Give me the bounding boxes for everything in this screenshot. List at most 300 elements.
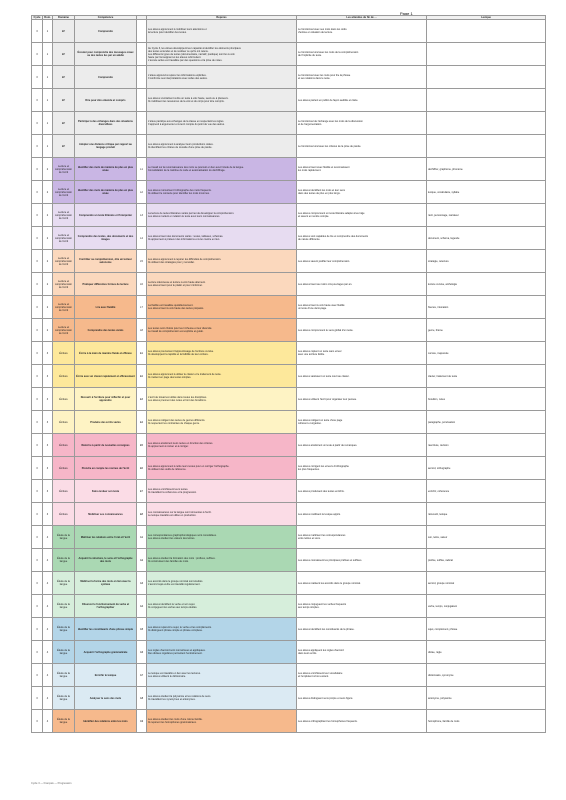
table-row (32, 549, 546, 572)
att-line: Les élèves comprennent le sens global d'un texte. (298, 328, 354, 332)
cycle-cell: 3 (32, 181, 43, 204)
rep-cell (147, 710, 297, 733)
rep-cell (147, 273, 297, 296)
rep-line: Les élèves poursuivent l'apprentissage de l'écriture cursive. (148, 350, 214, 353)
dom-cell: 3 (43, 365, 53, 388)
code-cell: G5 (137, 618, 147, 641)
rep-cell (147, 434, 297, 457)
rep-cell (147, 204, 297, 227)
competence-cell: Comprendre (75, 20, 137, 43)
code-cell (137, 43, 147, 66)
domaine-cell: EP (53, 89, 75, 112)
rep-cell (147, 181, 297, 204)
att-line: Le fonctionnel avec les mots pour lire la phrase (298, 74, 351, 77)
domaine-cell: EP (53, 20, 75, 43)
lex-line: clavier, traitement de texte (428, 374, 458, 378)
lex-cell (427, 388, 546, 411)
dom-cell: 1 (43, 20, 53, 43)
att-cell (297, 618, 427, 641)
att-line: dans des textes de plus en plus longs. (298, 192, 341, 195)
att-cell (297, 572, 427, 595)
lex-line: accord, groupe nominal (428, 581, 455, 585)
att-line: Le fonctionnel oral avec les mots de la compréhension (298, 51, 359, 54)
att-line: Les élèves saisissent un texte court au clavier. (298, 374, 350, 378)
table-row (32, 20, 546, 43)
domaine-cell: Lecture et compréhension de l'écrit (53, 227, 75, 250)
competence-cell: Écouter pour comprendre des messages oraux ou des textes lus par un adulte (75, 43, 137, 66)
table-row (32, 457, 546, 480)
competence-cell: Acquérir la structure, le sens et l'orthographe des mots (75, 549, 137, 572)
domaine-cell: Étude de la langue (53, 687, 75, 710)
domaine-cell: Lecture et compréhension de l'écrit (53, 204, 75, 227)
dom-cell: 1 (43, 135, 53, 158)
cycle-cell: 3 (32, 296, 43, 319)
cycle-cell: 3 (32, 434, 43, 457)
att-line: et de l'argumentation. (298, 123, 322, 126)
domaine-cell: Étude de la langue (53, 710, 75, 733)
code-cell: L5 (137, 250, 147, 273)
dom-cell: 3 (43, 342, 53, 365)
col-header: Cycle (32, 16, 43, 20)
dom-cell: 3 (43, 434, 53, 457)
lex-line: document, schéma, légende (428, 236, 460, 240)
competence-cell: Enrichir le lexique (75, 664, 137, 687)
att-line: Les élèves parlent en public de façon audible et claire. (298, 98, 359, 102)
rep-cell (147, 319, 297, 342)
rep-cell (147, 526, 297, 549)
col-header: Repères (147, 16, 297, 20)
cycle-cell: 3 (32, 227, 43, 250)
att-cell (297, 388, 427, 411)
att-line: de l'implicite du texte. (298, 54, 322, 57)
table-row (32, 411, 546, 434)
code-cell (137, 89, 147, 112)
dom-cell: 2 (43, 204, 53, 227)
col-header: Lexique (427, 16, 546, 20)
rep-line: Les élèves enrichissent leurs textes. (148, 488, 189, 491)
lex-line: verbe, temps, conjugaison (428, 604, 458, 608)
rep-line: L'écrit de travail est utilisé dans toutes les disciplines. (148, 396, 207, 399)
att-cell (297, 595, 427, 618)
rep-line: Ils développent la rapidité et la lisibilité de leur écriture. (148, 353, 209, 356)
table-row (32, 595, 546, 618)
competence-cell: Écrire avec un clavier rapidement et efficacement (75, 365, 137, 388)
rep-line: L'accord sujet-verbe est travaillé régulièrement. (148, 583, 201, 586)
competence-cell: Mobiliser ses connaissances (75, 503, 137, 526)
dom-cell: 1 (43, 43, 53, 66)
rep-line: L'élève participe aux échanges de la classe en respectant les règles. (148, 120, 225, 123)
lex-cell (427, 158, 546, 181)
att-cell (297, 250, 427, 273)
cycle-cell: 3 (32, 664, 43, 687)
domaine-cell: Écriture (53, 388, 75, 411)
rep-cell (147, 66, 297, 89)
code-cell: E8 (137, 503, 147, 526)
code-cell: L3 (137, 204, 147, 227)
lex-line: genre, thème (428, 328, 443, 332)
competence-cell: Comprendre des textes variés (75, 319, 137, 342)
att-line: Les élèves appliquent les règles d'accord (298, 649, 344, 652)
lex-cell (427, 66, 546, 89)
att-cell (297, 342, 427, 365)
lex-line: accord, orthographe (428, 466, 451, 470)
domaine-cell: Écriture (53, 365, 75, 388)
rep-line: Le travail de compréhension est explicite et guidé. (148, 330, 204, 333)
competence-cell: Lire avec fluidité (75, 296, 137, 319)
att-line: Les élèves copient un texte sans erreur (298, 350, 342, 353)
dom-cell: 4 (43, 710, 53, 733)
competence-cell: Recourir à l'écriture pour réfléchir et pour apprendre (75, 388, 137, 411)
domaine-cell: Lecture et compréhension de l'écrit (53, 296, 75, 319)
code-cell: L4 (137, 227, 147, 250)
page-title: Page 1 (400, 11, 413, 16)
cycle-cell: 3 (32, 641, 43, 664)
competence-cell: Pratiquer différentes formes de lecture (75, 273, 137, 296)
domaine-cell: Lecture et compréhension de l'écrit (53, 273, 75, 296)
code-cell: E6 (137, 457, 147, 480)
domaine-cell: Lecture et compréhension de l'écrit (53, 181, 75, 204)
domaine-cell: Étude de la langue (53, 618, 75, 641)
dom-cell: 4 (43, 641, 53, 664)
rep-line: Les différents types de textes (documentaire, narratif, poétique) sont lus à voix (148, 52, 235, 56)
rep-line: Les élèves lisent des documents variés : textes, tableaux, schémas. (148, 235, 224, 238)
rep-line: Le lexique est travaillé en lien avec les lectures. (148, 672, 201, 675)
domaine-cell: Écriture (53, 411, 75, 434)
rep-line: Il confronte ses interprétations avec celles des autres. (148, 77, 208, 80)
att-line: Les élèves distinguent sens propre et sens figuré. (298, 696, 354, 700)
rep-line: haute par l'enseignant et les élèves reformulent. (148, 55, 202, 59)
domaine-cell: Étude de la langue (53, 641, 75, 664)
rep-line: Les élèves apprennent à mobiliser leurs attentions et (148, 28, 207, 31)
domaine-cell: Lecture et compréhension de l'écrit (53, 250, 75, 273)
cycle-cell: 3 (32, 43, 43, 66)
att-cell (297, 204, 427, 227)
lex-line: lecture cursive, anthologie (428, 282, 458, 286)
rep-line: Ils repèrent les homophones grammaticaux. (148, 721, 197, 724)
cycle-cell: 3 (32, 411, 43, 434)
rep-line: Ils travaillent les synonymes et antonymes. (148, 698, 196, 701)
code-cell: E4 (137, 411, 147, 434)
att-line: Les élèves conjuguent les verbes fréquents (298, 603, 347, 606)
lex-cell (427, 457, 546, 480)
lex-cell (427, 526, 546, 549)
lex-line: son, lettre, valeur (428, 535, 448, 539)
table-row (32, 664, 546, 687)
domaine-cell: EP (53, 135, 75, 158)
att-cell (297, 687, 427, 710)
table-row (32, 296, 546, 319)
att-line: les plus fréquentes. (298, 468, 320, 471)
domaine-cell: EP (53, 66, 75, 89)
lex-cell (427, 250, 546, 273)
rep-line: la lecture pour identifier des textes. (148, 31, 187, 34)
dom-cell: 2 (43, 319, 53, 342)
rep-line: Les élèves apprennent à repérer les difficultés de compréhension. (148, 258, 222, 261)
dom-cell: 2 (43, 227, 53, 250)
att-cell (297, 365, 427, 388)
cycle-cell: 3 (32, 710, 43, 733)
domaine-cell: Étude de la langue (53, 572, 75, 595)
lex-line: dictée, règle (428, 650, 442, 654)
lex-line: récit, personnage, narrateur (428, 213, 459, 217)
lex-line: déchiffrer, graphème, phonème (428, 167, 463, 171)
dom-cell: 4 (43, 687, 53, 710)
dom-cell: 2 (43, 250, 53, 273)
cycle-cell: 3 (32, 687, 43, 710)
att-cell (297, 411, 427, 434)
cycle-cell: 3 (32, 135, 43, 158)
att-line: et l'emploient à bon escient. (298, 675, 329, 678)
cycle-cell: 3 (32, 158, 43, 181)
cycle-cell: 3 (32, 204, 43, 227)
lex-cell (427, 43, 546, 66)
rep-cell (147, 43, 297, 66)
lex-line: réécriture, révision (428, 443, 449, 447)
table-row (32, 135, 546, 158)
lex-cell (427, 664, 546, 687)
lex-line: fluence, intonation (428, 305, 449, 309)
competence-cell: Acquérir l'orthographe grammaticale (75, 641, 137, 664)
rep-line: Les élèves apprennent à relire leurs textes pour en corriger l'orthographe. (148, 465, 230, 468)
competence-cell: Écrire à la main de manière fluide et efficace (75, 342, 137, 365)
rep-line: Ils conjuguent les verbes aux temps étudiés. (148, 606, 198, 609)
code-cell (137, 112, 147, 135)
cycle-cell: 3 (32, 66, 43, 89)
att-line: cohérent et organisé. (298, 422, 322, 425)
rep-cell (147, 227, 297, 250)
rep-line: L'écoute active est travaillée par des questions et la prise de notes. (148, 58, 223, 62)
cycle-cell: 3 (32, 480, 43, 503)
rep-cell (147, 388, 297, 411)
competence-cell: Analyser le sens des mots (75, 687, 137, 710)
cycle-cell: 3 (32, 342, 43, 365)
lex-cell (427, 227, 546, 250)
dom-cell: 3 (43, 388, 53, 411)
rep-cell (147, 365, 297, 388)
rep-line: Les élèves rédigent des textes de genres différents. (148, 419, 206, 422)
att-cell (297, 710, 427, 733)
lex-line: paragraphe, ponctuation (428, 420, 456, 424)
table-row (32, 319, 546, 342)
att-line: Les élèves comprennent un texte littéraire adapté à leur âge (298, 212, 365, 215)
att-cell (297, 273, 427, 296)
lex-cell (427, 181, 546, 204)
att-cell (297, 89, 427, 112)
rep-cell (147, 135, 297, 158)
domaine-cell: Écriture (53, 434, 75, 457)
lex-cell (427, 434, 546, 457)
domaine-cell: Étude de la langue (53, 549, 75, 572)
competence-cell: Identifier des mots de manière de plus en plus aisée (75, 158, 137, 181)
cycle-cell: 3 (32, 503, 43, 526)
lex-line: cursive, majuscule (428, 351, 449, 355)
att-line: Les élèves rédigent un texte d'une page (298, 419, 343, 422)
domaine-cell: Écriture (53, 480, 75, 503)
table-row (32, 66, 546, 89)
lex-line: sujet, complément, phrase (428, 627, 458, 631)
lex-cell (427, 296, 546, 319)
cycle-cell: 3 (32, 572, 43, 595)
lex-line: dictionnaire, synonyme (428, 673, 454, 677)
rep-line: Consolidation de la maîtrise du code et automatisation du déchiffrage. (148, 169, 226, 172)
att-line: et ses relations dans le texte. (298, 77, 331, 80)
lex-cell (427, 342, 546, 365)
att-cell (297, 503, 427, 526)
rep-cell (147, 664, 297, 687)
rep-cell (147, 89, 297, 112)
lex-line: réinvestir, lexique (428, 512, 448, 516)
att-cell (297, 664, 427, 687)
code-cell: E5 (137, 434, 147, 457)
cycle-cell: 3 (32, 549, 43, 572)
cycle-cell: 3 (32, 250, 43, 273)
table-row (32, 89, 546, 112)
rep-cell (147, 572, 297, 595)
att-line: aux temps simples. (298, 606, 320, 609)
competence-cell: Identifier des relations entre les mots (75, 710, 137, 733)
table-row (32, 158, 546, 181)
cycle-cell: 3 (32, 89, 43, 112)
rep-line: Les élèves apprennent à utiliser le clavier et le traitement de texte. (148, 373, 222, 376)
rep-line: Les élèves étudient les mots d'une même famille. (148, 718, 203, 721)
lex-cell (427, 89, 546, 112)
lex-cell (427, 20, 546, 43)
competence-cell: Réécrire à partir de nouvelles consignes (75, 434, 137, 457)
att-line: Le fonctionnel oral avec les critères de la prise de parole. (298, 144, 362, 148)
competence-cell: Produire des écrits variés (75, 411, 137, 434)
rep-line: Le travail sur la reconnaissance des mots se poursuit en lien avec l'étude de la langue. (148, 166, 244, 169)
rep-cell (147, 20, 297, 43)
rep-line: Les élèves étudient la polysémie et les relations de sens. (148, 695, 212, 698)
dom-cell: 2 (43, 296, 53, 319)
competence-cell: Identifier des mots de manière de plus en plus aisée (75, 181, 137, 204)
cycle-cell: 3 (32, 388, 43, 411)
table-row (32, 43, 546, 66)
cycle-cell: 3 (32, 595, 43, 618)
att-cell (297, 135, 427, 158)
rep-line: Lecture silencieuse et lecture à voix haute alternent. (148, 281, 206, 284)
att-cell (297, 319, 427, 342)
code-cell: L2 (137, 181, 147, 204)
att-cell (297, 158, 427, 181)
att-line: d'entrée en situation de lecture. (298, 31, 333, 34)
att-line: les mots rapidement. (298, 169, 322, 172)
table-row (32, 480, 546, 503)
att-line: Le fonctionnel avec ses mots dans les ordre (298, 28, 347, 31)
code-cell (137, 20, 147, 43)
rep-cell (147, 595, 297, 618)
code-cell: E7 (137, 480, 147, 503)
cycle-cell: 3 (32, 112, 43, 135)
code-cell: L7 (137, 296, 147, 319)
competence-cell: Observer le fonctionnement du verbe et l'orthographier (75, 595, 137, 618)
rep-line: Le lexique travaillé est utilisé en production. (148, 514, 197, 517)
att-line: Les élèves maîtrisent les correspondances (298, 534, 346, 537)
competence-cell: Maîtriser la forme des mots en lien avec la syntaxe (75, 572, 137, 595)
rep-line: Les élèves mettent en relation le texte avec leurs connaissances. (148, 215, 221, 218)
table-row (32, 687, 546, 710)
lex-cell (427, 641, 546, 664)
att-line: Les élèves identifient les constituants de la phrase. (298, 627, 355, 631)
competence-cell: Comprendre (75, 66, 137, 89)
dom-cell: 3 (43, 411, 53, 434)
rep-line: La lecture de textes littéraires variés permet de développer la compréhension. (148, 212, 235, 215)
att-cell (297, 66, 427, 89)
competence-cell: Dire pour être entendu et compris (75, 89, 137, 112)
rep-line: Ils mobilisent les ressources de la voix et du corps pour être compris. (148, 100, 225, 103)
att-line: Les élèves réutilisent le lexique appris. (298, 512, 341, 516)
competence-cell: Participer à des échanges dans des situations diversifiées (75, 112, 137, 135)
code-cell: G6 (137, 641, 147, 664)
rep-cell (147, 296, 297, 319)
rep-line: Ils respectent les contraintes de chaque genre. (148, 422, 200, 425)
att-line: Les élèves utilisent l'écrit pour organiser leur pensée. (298, 397, 357, 401)
rep-line: Ils apprennent à réviser et à corriger. (148, 445, 189, 448)
domaine-cell: Étude de la langue (53, 664, 75, 687)
lex-cell (427, 319, 546, 342)
code-cell: L1 (137, 158, 147, 181)
att-cell (297, 227, 427, 250)
table-row (32, 618, 546, 641)
lex-cell (427, 549, 546, 572)
att-line: Les élèves lisent à voix haute avec fluidité (298, 304, 345, 307)
lex-line: lexique, vocabulaire, syllabe (428, 190, 460, 194)
rep-cell (147, 641, 297, 664)
att-line: avec une écriture lisible. (298, 353, 325, 356)
dom-cell: 4 (43, 664, 53, 687)
code-cell: G1 (137, 526, 147, 549)
att-line: Les élèves enrichissent leur vocabulaire (298, 672, 343, 675)
table-row (32, 388, 546, 411)
att-cell (297, 296, 427, 319)
domaine-cell: Étude de la langue (53, 595, 75, 618)
att-line: de nature différente. (298, 238, 321, 241)
dom-cell: 2 (43, 273, 53, 296)
competence-cell: Prendre en compte les normes de l'écrit (75, 457, 137, 480)
rep-line: Les élèves lisent pour le plaisir et pour s'informer. (148, 284, 203, 287)
code-cell: L8 (137, 319, 147, 342)
dom-cell: 1 (43, 66, 53, 89)
att-line: Le fonctionnel de l'échange avec les mots de la discussion (298, 120, 363, 123)
rep-line: Ils identifient les critères de réussite d'une prise de parole. (148, 146, 213, 149)
domaine-cell: Étude de la langue (53, 526, 75, 549)
att-line: Les élèves savent justifier leur compréhension. (298, 259, 350, 263)
rep-line: Il apprend à argumenter et à tenir compte du point de vue des autres. (148, 123, 225, 126)
rep-cell (147, 250, 297, 273)
competence-cell: Faire évoluer son texte (75, 480, 137, 503)
rep-line: Ils construisent des familles de mots. (148, 560, 189, 563)
lex-cell (427, 204, 546, 227)
col-header: Les attendus de fin de ... (297, 16, 427, 20)
lex-cell (427, 618, 546, 641)
rep-line: Les connaissances sur la langue sont réinvesties à l'écrit. (148, 511, 212, 514)
dom-cell: 4 (43, 526, 53, 549)
dom-cell: 1 (43, 112, 53, 135)
rep-line: L'élève apprend à repérer les informations explicites. (148, 74, 207, 77)
lex-line: brouillon, notes (428, 397, 445, 401)
lex-line: stratégie, relecture (428, 259, 449, 263)
rep-cell (147, 342, 297, 365)
code-cell: G8 (137, 687, 147, 710)
lex-cell (427, 687, 546, 710)
col-header: Domaine (53, 16, 75, 20)
rep-line: des textes entendus et de restituer ce qu'ils ont retenu. (148, 49, 209, 53)
lex-cell (427, 112, 546, 135)
att-cell (297, 480, 427, 503)
dom-cell: 3 (43, 480, 53, 503)
lex-line: préfixe, suffixe, radical (428, 558, 453, 562)
lex-line: homophone, famille de mots (428, 719, 460, 723)
